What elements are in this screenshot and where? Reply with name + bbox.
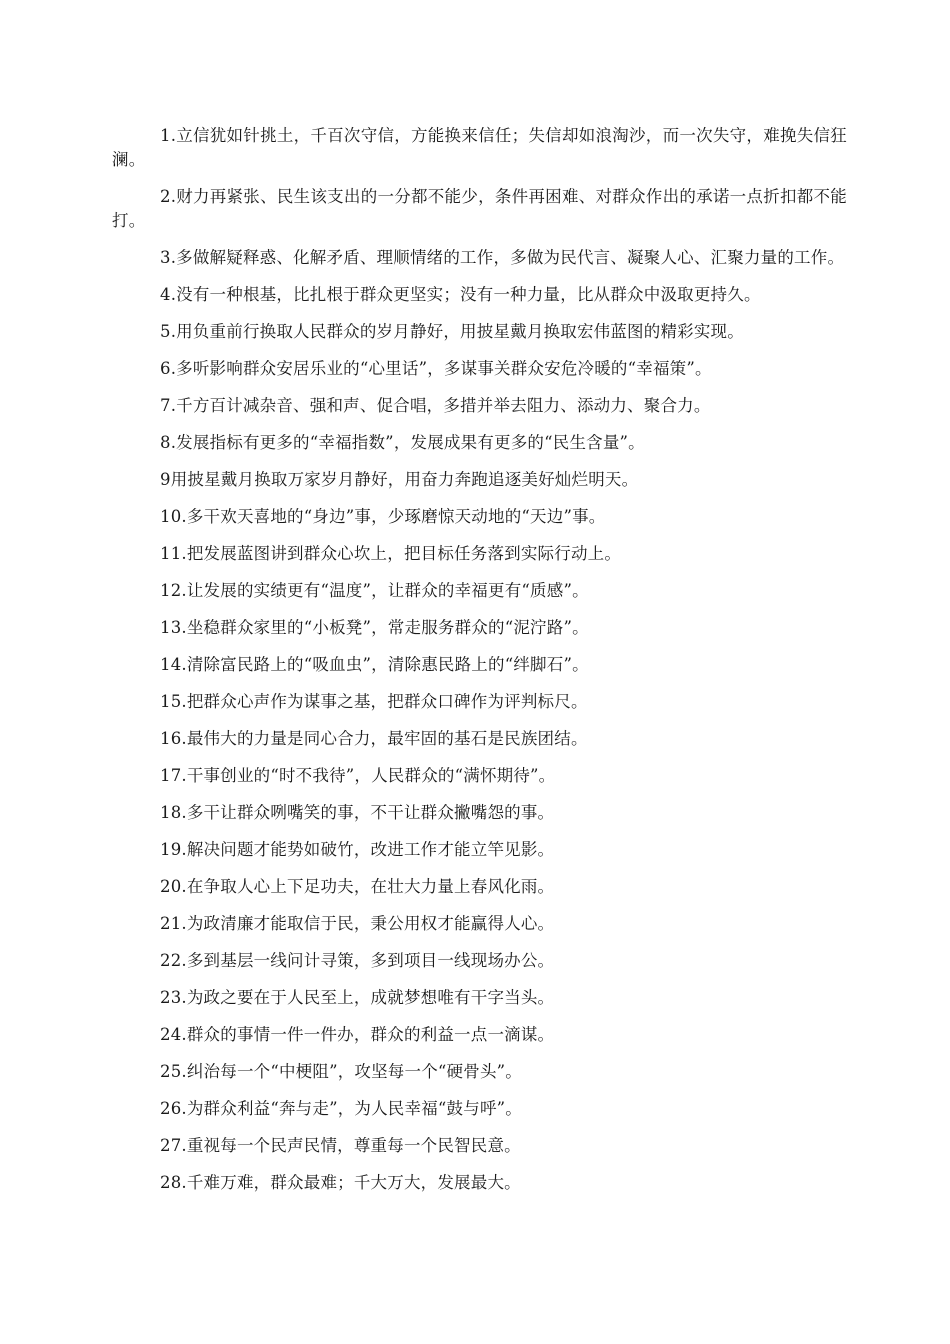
paragraph: 7.千方百计减杂音、强和声、促合唱，多措并举去阻力、添动力、聚合力。 bbox=[160, 396, 711, 415]
paragraph: 12.让发展的实绩更有“温度”，让群众的幸福更有“质感”。 bbox=[160, 581, 589, 600]
paragraph: 4.没有一种根基，比扎根于群众更坚实；没有一种力量，比从群众中汲取更持久。 bbox=[160, 285, 761, 304]
paragraph: 23.为政之要在于人民至上，成就梦想唯有干字当头。 bbox=[160, 988, 555, 1007]
paragraph: 11.把发展蓝图讲到群众心坎上，把目标任务落到实际行动上。 bbox=[160, 544, 622, 563]
paragraph: 20.在争取人心上下足功夫，在壮大力量上春风化雨。 bbox=[160, 877, 555, 896]
paragraph: 5.用负重前行换取人民群众的岁月静好，用披星戴月换取宏伟蓝图的精彩实现。 bbox=[160, 322, 744, 341]
paragraph: 21.为政清廉才能取信于民，秉公用权才能赢得人心。 bbox=[160, 914, 555, 933]
paragraph: 16.最伟大的力量是同心合力，最牢固的基石是民族团结。 bbox=[160, 729, 588, 748]
paragraph: 8.发展指标有更多的“幸福指数”，发展成果有更多的“民生含量”。 bbox=[160, 433, 645, 452]
paragraph: 15.把群众心声作为谋事之基，把群众口碑作为评判标尺。 bbox=[160, 692, 588, 711]
paragraph: 18.多干让群众咧嘴笑的事，不干让群众撇嘴怨的事。 bbox=[160, 803, 555, 822]
paragraph: 24.群众的事情一件一件办，群众的利益一点一滴谋。 bbox=[160, 1025, 555, 1044]
paragraph: 27.重视每一个民声民情，尊重每一个民智民意。 bbox=[160, 1136, 521, 1155]
paragraph: 1.立信犹如针挑土，千百次守信，方能换来信任；失信却如浪淘沙，而一次失守，难挽失信狂澜。 bbox=[112, 126, 847, 169]
document-body bbox=[112, 124, 847, 1208]
paragraph: 17.干事创业的“时不我待”，人民群众的“满怀期待”。 bbox=[160, 766, 556, 785]
paragraph: 19.解决问题才能势如破竹，改进工作才能立竿见影。 bbox=[160, 840, 555, 859]
paragraph: 26.为群众利益“奔与走”，为人民幸福“鼓与呼”。 bbox=[160, 1099, 522, 1118]
paragraph: 9用披星戴月换取万家岁月静好，用奋力奔跑追逐美好灿烂明天。 bbox=[160, 470, 639, 489]
paragraph: 25.纠治每一个“中梗阻”，攻坚每一个“硬骨头”。 bbox=[160, 1062, 522, 1081]
paragraph: 6.多听影响群众安居乐业的“心里话”，多谋事关群众安危冷暖的“幸福策”。 bbox=[160, 359, 712, 378]
paragraph: 3.多做解疑释惑、化解矛盾、理顺情绪的工作，多做为民代言、凝聚人心、汇聚力量的工作。 bbox=[160, 248, 845, 267]
paragraph: 2.财力再紧张、民生该支出的一分都不能少，条件再困难、对群众作出的承诺一点折扣都不能打。 bbox=[112, 187, 847, 230]
paragraph: 13.坐稳群众家里的“小板凳”，常走服务群众的“泥泞路”。 bbox=[160, 618, 589, 637]
paragraph: 22.多到基层一线问计寻策，多到项目一线现场办公。 bbox=[160, 951, 555, 970]
paragraph: 10.多干欢天喜地的“身边”事，少琢磨惊天动地的“天边”事。 bbox=[160, 507, 606, 526]
paragraph: 14.清除富民路上的“吸血虫”，清除惠民路上的“绊脚石”。 bbox=[160, 655, 589, 674]
paragraph: 28.千难万难，群众最难；千大万大，发展最大。 bbox=[160, 1173, 521, 1192]
